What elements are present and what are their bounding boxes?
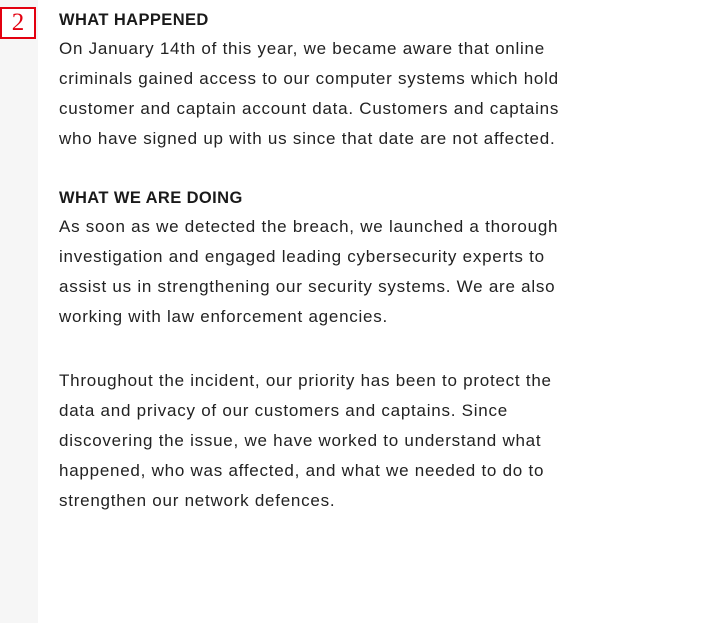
paragraph-line: assist us in strengthening our security systems. We are also bbox=[59, 277, 556, 296]
notice-body bbox=[59, 10, 679, 516]
paragraph-line: Throughout the incident, our priority has been to protect the bbox=[59, 371, 552, 390]
paragraph-line: On January 14th of this year, we became aware that online bbox=[59, 39, 545, 58]
left-margin-rail bbox=[0, 0, 38, 623]
page-number-badge: 2 bbox=[0, 7, 36, 39]
paragraph-line: customer and captain account data. Customers and captains bbox=[59, 99, 560, 118]
section-heading: WHAT HAPPENED bbox=[59, 11, 209, 29]
paragraph-line: data and privacy of our customers and captains. Since bbox=[59, 401, 508, 420]
paragraph-line: As soon as we detected the breach, we launched a thorough bbox=[59, 217, 559, 236]
section-heading: WHAT WE ARE DOING bbox=[59, 189, 243, 207]
section-what-happened bbox=[59, 10, 679, 154]
section-priority bbox=[59, 366, 679, 516]
paragraph-line: strengthen our network defences. bbox=[59, 491, 336, 510]
paragraph-line: happened, who was affected, and what we needed to do to bbox=[59, 461, 545, 480]
section-what-we-are-doing bbox=[59, 188, 679, 332]
section-paragraph bbox=[59, 212, 679, 332]
paragraph-line: who have signed up with us since that date are not affected. bbox=[59, 129, 556, 148]
paragraph-line: working with law enforcement agencies. bbox=[59, 307, 388, 326]
section-paragraph bbox=[59, 34, 679, 154]
paragraph-line: criminals gained access to our computer systems which hold bbox=[59, 69, 559, 88]
paragraph-line: investigation and engaged leading cybersecurity experts to bbox=[59, 247, 545, 266]
section-paragraph bbox=[59, 366, 679, 516]
paragraph-line: discovering the issue, we have worked to understand what bbox=[59, 431, 542, 450]
